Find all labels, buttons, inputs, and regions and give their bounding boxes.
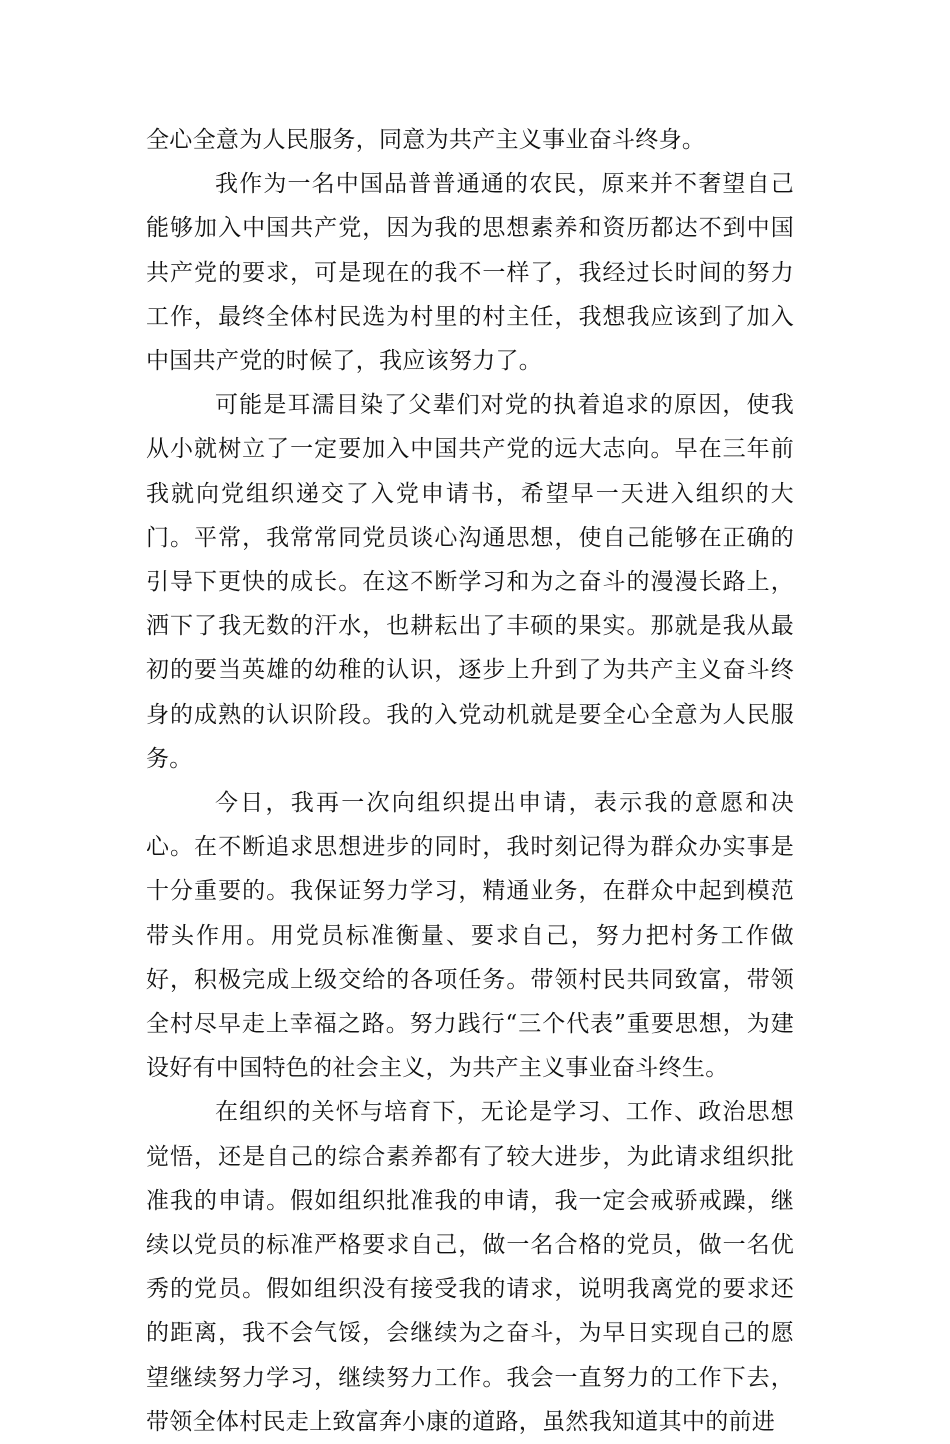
paragraph-4: 今日，我再一次向组织提出申请，表示我的意愿和决心。在不断追求思想进步的同时，我时刻记得为群众办实事是十分重要的。我保证努力学习，精通业务，在群众中起到模范带头作用。用党员标准衡量、要求自己，努力把村务工作做好，积极完成上级交给的各项任务。带领村民共同致富，带领全村尽早走上幸福之路。努力践行“三个代表”重要思想，为建设好有中国特色的社会主义，为共产主义事业奋斗终生。 — [146, 790, 794, 1082]
paragraph-2: 我作为一名中国品普普通通的农民，原来并不奢望自己能够加入中国共产党，因为我的思想素养和资历都达不到中国共产党的要求，可是现在的我不一样了，我经过长时间的努力工作，最终全体村民选为村里的村主任，我想我应该到了加入中国共产党的时候了，我应该努力了。 — [146, 171, 794, 375]
paragraph-3: 可能是耳濡目染了父辈们对党的执着追求的原因，使我从小就树立了一定要加入中国共产党的远大志向。早在三年前我就向党组织递交了入党申请书，希望早一天进入组织的大门。平常，我常常同党员谈心沟通思想，使自己能够在正确的引导下更快的成长。在这不断学习和为之奋斗的漫漫长路上，洒下了我无数的汗水，也耕耘出了丰硕的果实。那就是我从最初的要当英雄的幼稚的认识，逐步上升到了为共产主义奋斗终身的成熟的认识阶段。我的入党动机就是要全心全意为人民服务。 — [146, 392, 794, 772]
paragraph-5: 在组织的关怀与培育下，无论是学习、工作、政治思想觉悟，还是自己的综合素养都有了较大进步，为此请求组织批准我的申请。假如组织批准我的申请，我一定会戒骄戒躁，继续以党员的标准严格要求自己，做一名合格的党员，做一名优秀的党员。假如组织没有接受我的请求，说明我离党的要求还的距离，我不会气馁，会继续为之奋斗，为早日实现自己的愿望继续努力学习，继续努力工作。我会一直努力的工作下去，带领全体村民走上致富奔小康的道路，虽然我知道其中的前进 — [146, 1099, 794, 1435]
paragraph-1: 全心全意为人民服务，同意为共产主义事业奋斗终身。 — [146, 127, 706, 153]
document-body — [146, 118, 794, 1444]
